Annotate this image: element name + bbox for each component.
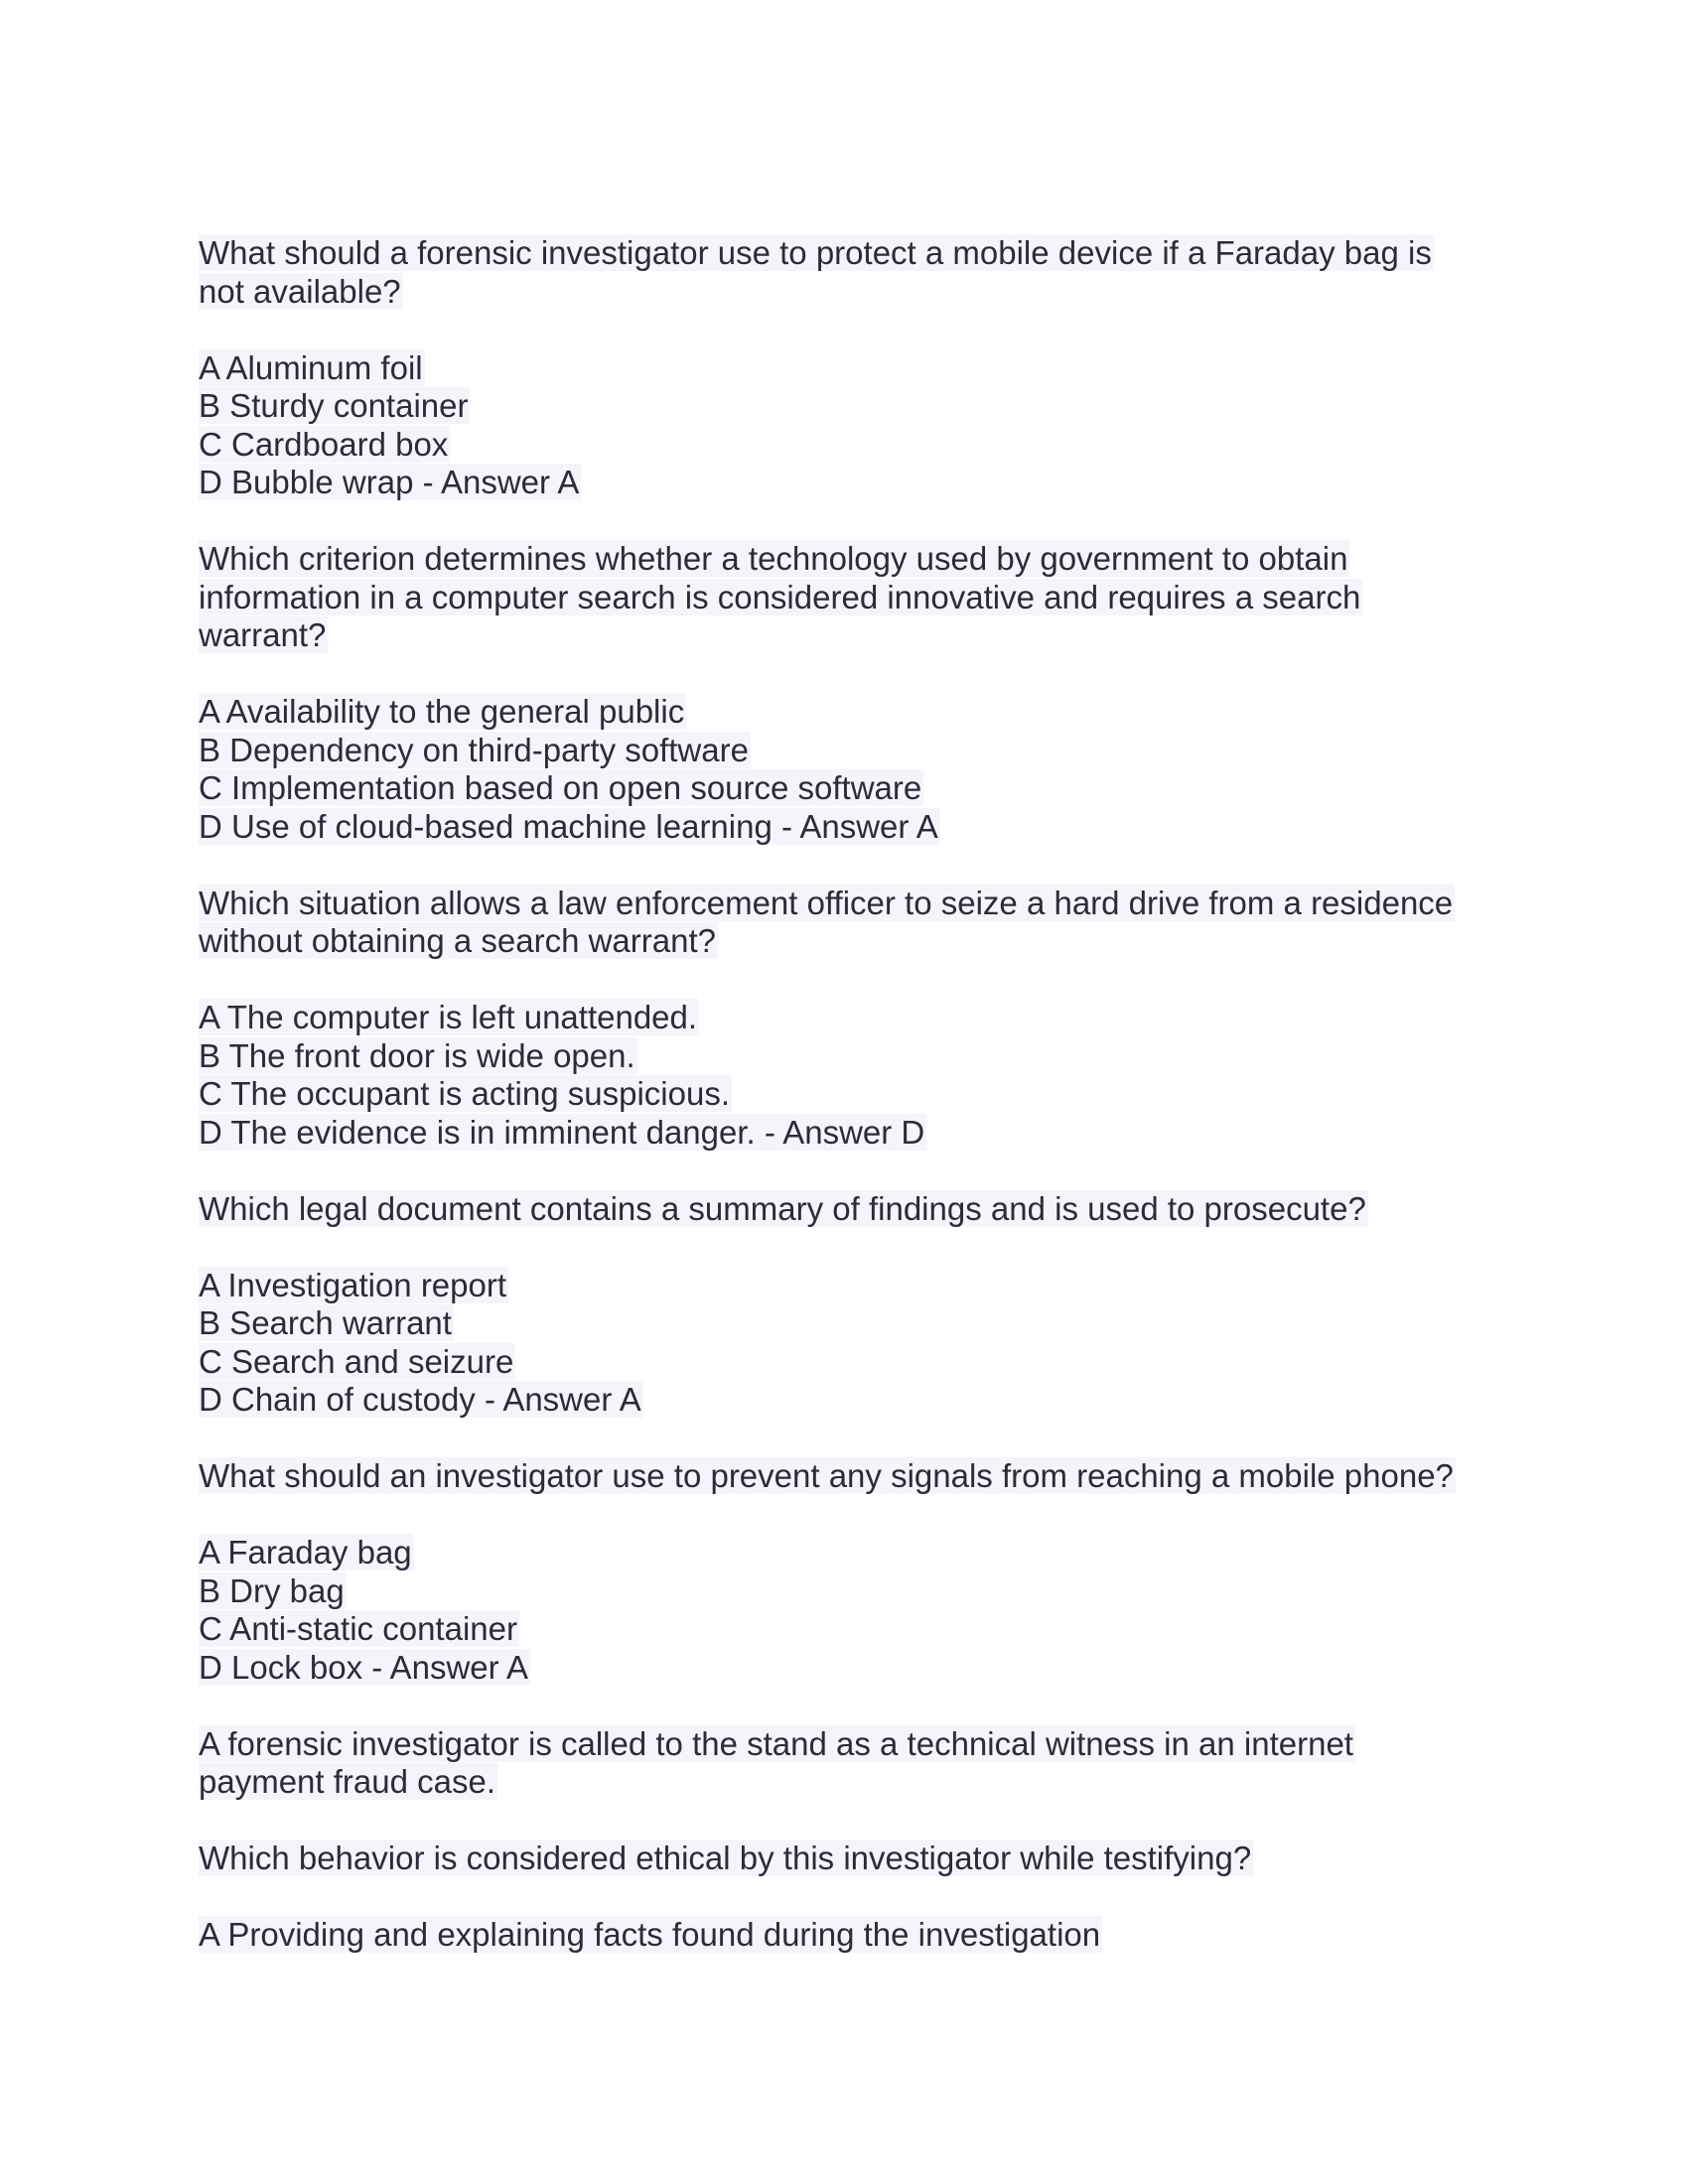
option-line: C Cardboard box [199, 425, 449, 463]
options-3 [199, 999, 1509, 1152]
question-5 [199, 1457, 1509, 1496]
question-line: Which situation allows a law enforcement officer to seize a hard drive from a residence [199, 884, 1454, 921]
question-4 [199, 1190, 1509, 1229]
option-line: A Providing and explaining facts found during the investigation [199, 1916, 1101, 1953]
options-6 [199, 1916, 1509, 1955]
question-line: Which criterion determines whether a technology used by government to obtain [199, 540, 1348, 577]
document-content [199, 234, 1509, 1992]
option-line: A Investigation report [199, 1266, 507, 1303]
option-line: A Availability to the general public [199, 693, 685, 730]
question-line: not available? [199, 272, 401, 310]
question-1 [199, 234, 1509, 311]
question-line: payment fraud case. [199, 1763, 495, 1800]
option-line: C The occupant is acting suspicious. [199, 1075, 731, 1112]
option-line: A Faraday bag [199, 1534, 412, 1570]
option-line: B Sturdy container [199, 387, 469, 424]
options-2 [199, 693, 1509, 846]
question-6-scenario [199, 1725, 1509, 1802]
option-line-answer: D Use of cloud-based machine learning - Answer A [199, 807, 938, 845]
question-6 [199, 1840, 1509, 1878]
question-line: What should a forensic investigator use to protect a mobile device if a Faraday bag is [199, 234, 1432, 271]
options-1 [199, 349, 1509, 502]
question-line: information in a computer search is considered innovative and requires a search [199, 578, 1361, 615]
option-line: A The computer is left unattended. [199, 999, 698, 1035]
option-line-answer: D The evidence is in imminent danger. - Answer D [199, 1113, 925, 1151]
option-line: C Anti-static container [199, 1610, 517, 1647]
option-line-answer: D Chain of custody - Answer A [199, 1381, 641, 1418]
question-line: warrant? [199, 616, 327, 653]
option-line: C Implementation based on open source software [199, 769, 922, 806]
question-line: A forensic investigator is called to the stand as a technical witness in an internet [199, 1724, 1353, 1762]
question-2 [199, 540, 1509, 655]
option-line: B Dependency on third-party software [199, 731, 749, 768]
option-line: B Search warrant [199, 1304, 452, 1341]
option-line: A Aluminum foil [199, 348, 423, 386]
option-line-answer: D Lock box - Answer A [199, 1648, 528, 1686]
question-line: Which behavior is considered ethical by this investigator while testifying? [199, 1840, 1252, 1876]
question-line: Which legal document contains a summary of findings and is used to prosecute? [199, 1189, 1366, 1227]
question-line: What should an investigator use to prevent any signals from reaching a mobile phone? [199, 1457, 1454, 1494]
options-5 [199, 1534, 1509, 1687]
option-line: B The front door is wide open. [199, 1036, 635, 1074]
question-3 [199, 885, 1509, 961]
option-line-answer: D Bubble wrap - Answer A [199, 464, 580, 500]
option-line: C Search and seizure [199, 1342, 514, 1380]
option-line: B Dry bag [199, 1571, 345, 1609]
question-line: without obtaining a search warrant? [199, 922, 716, 959]
options-4 [199, 1267, 1509, 1420]
